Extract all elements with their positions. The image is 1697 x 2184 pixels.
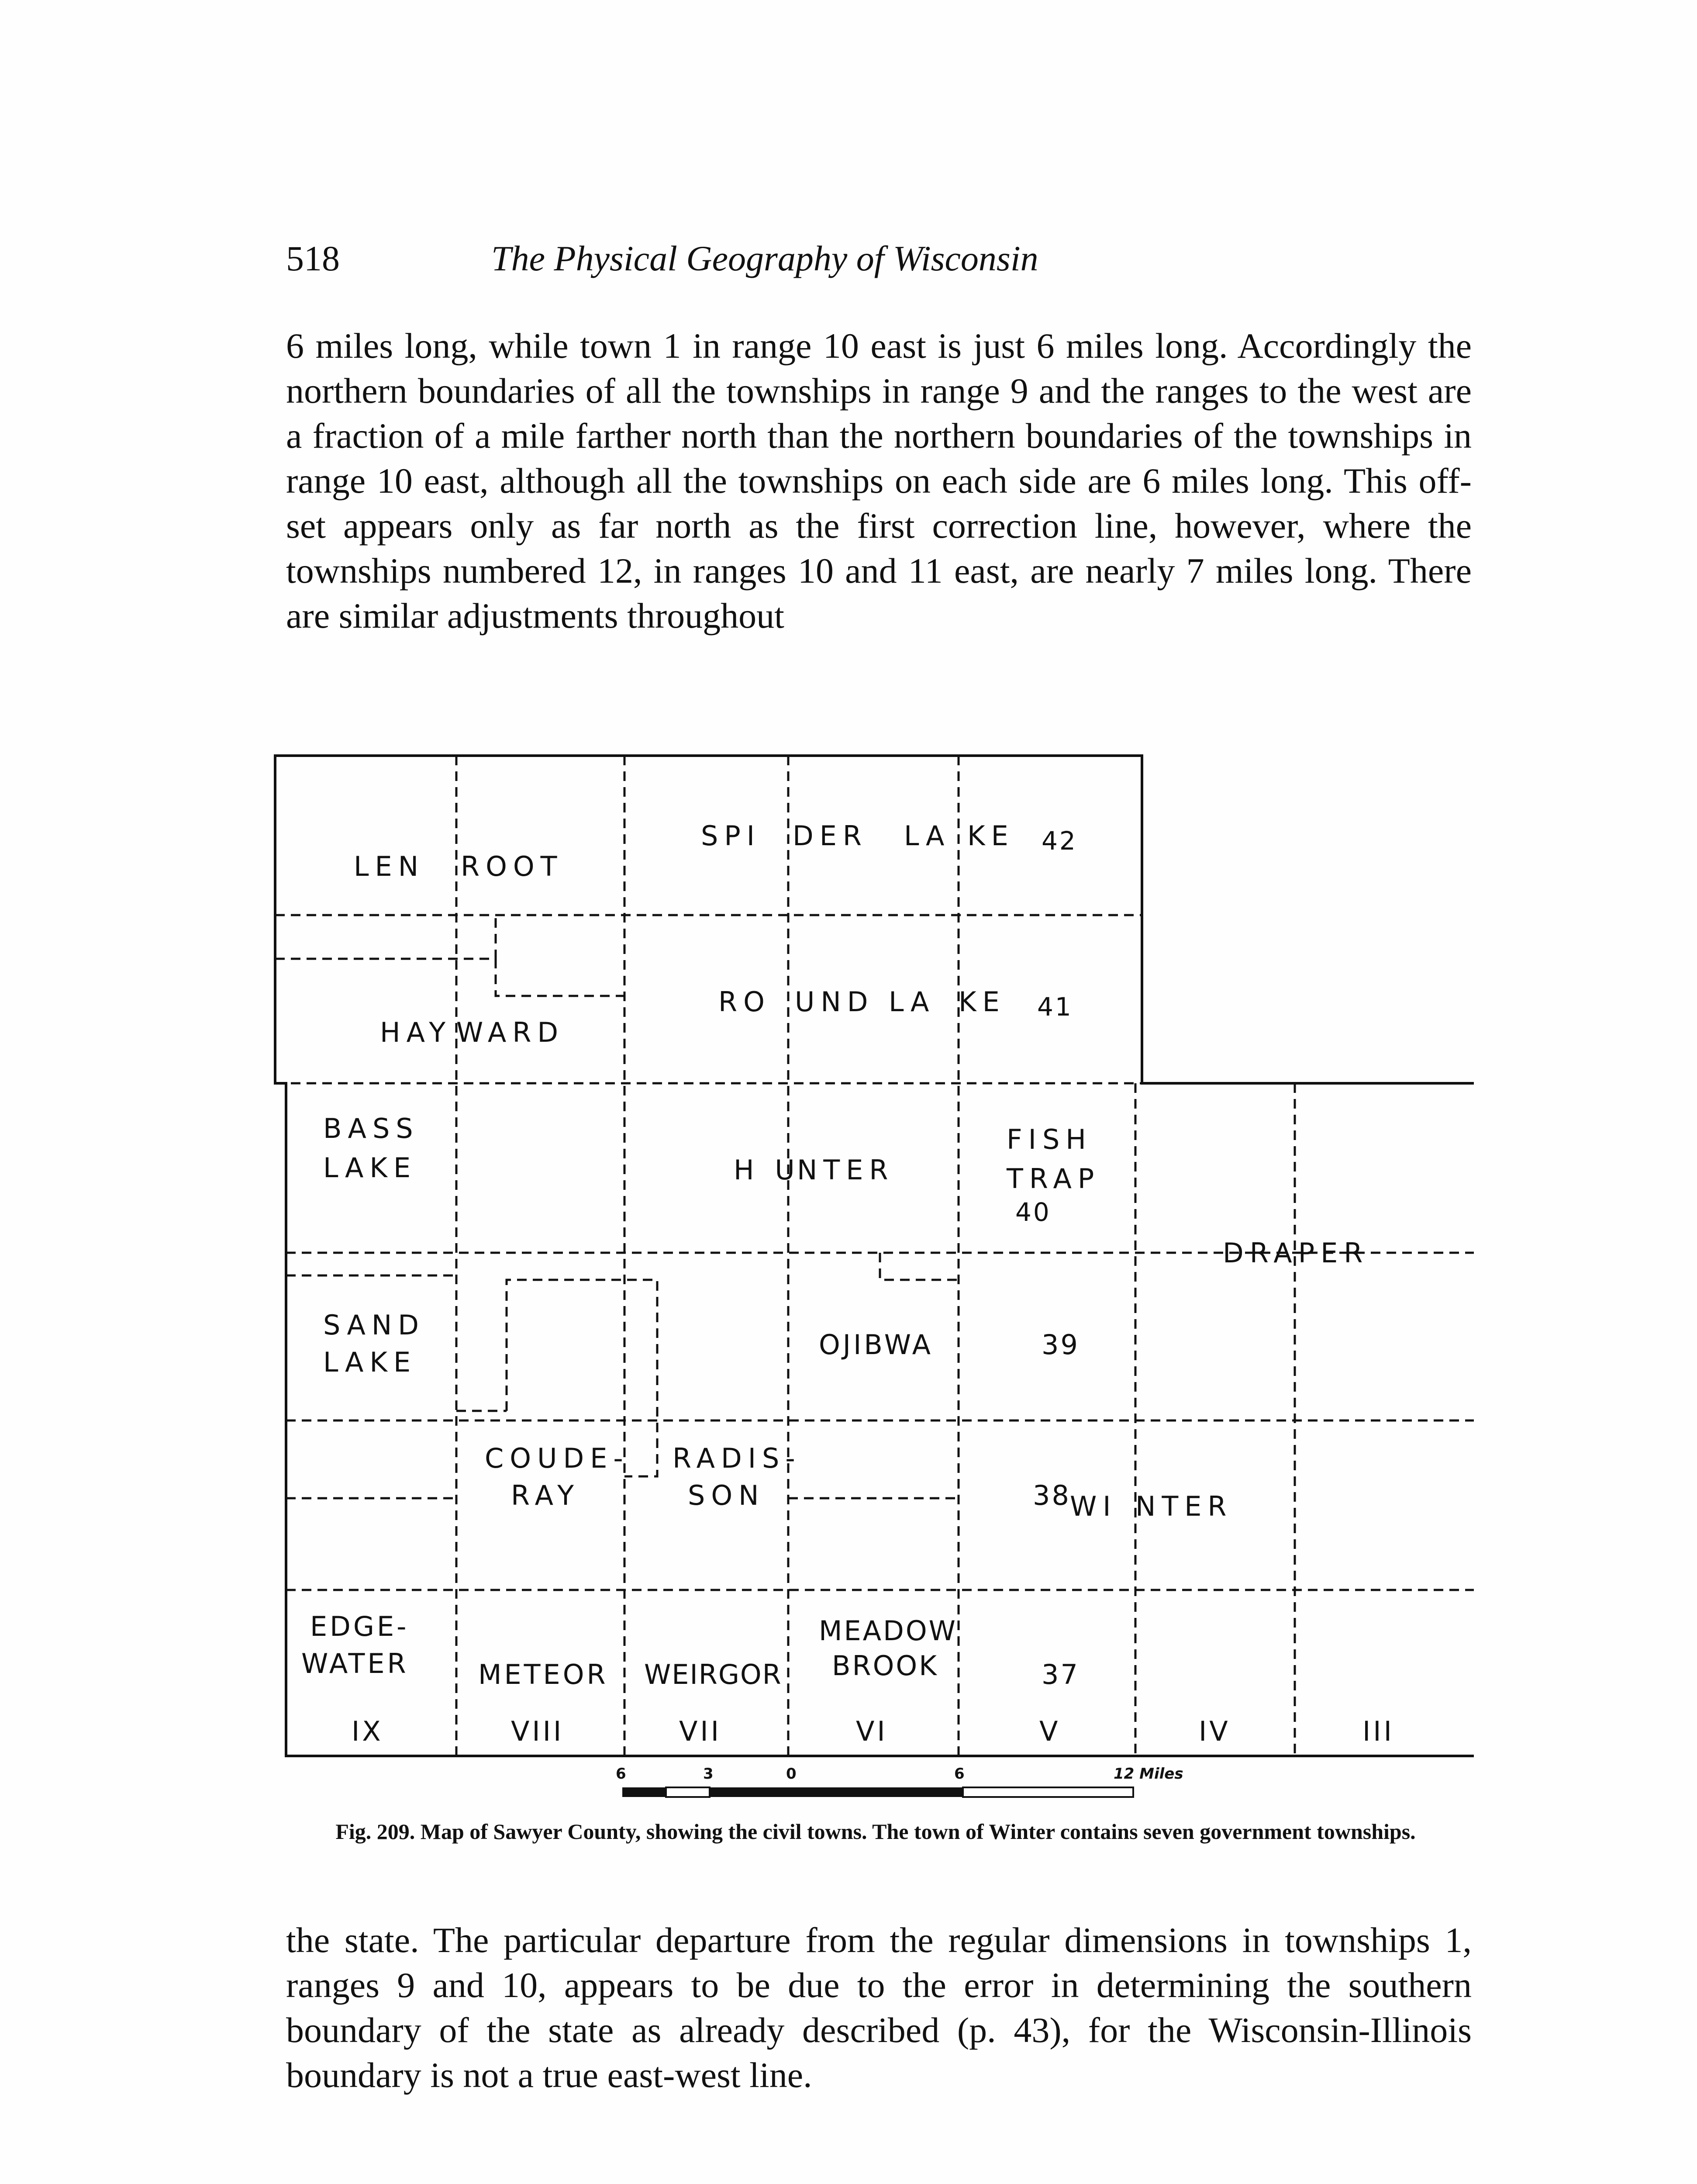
label-hunter-b: NTER — [797, 1154, 894, 1186]
scale-label-6-left: 6 — [616, 1765, 626, 1783]
label-hayward-b: WARD — [456, 1016, 565, 1048]
figure-label: Fig. 209. — [335, 1819, 415, 1844]
running-title: The Physical Geography of Wisconsin — [491, 238, 1038, 278]
town-boundary-hunter-jog — [880, 1253, 959, 1280]
label-spider-d: KE — [967, 820, 1014, 852]
label-meadow-1: MEADOW — [819, 1615, 957, 1647]
label-radis-1: RADIS- — [673, 1442, 801, 1474]
label-edge-2: WATER — [301, 1648, 409, 1679]
sawyer-county-map — [269, 751, 1474, 1817]
scale-segment-2 — [666, 1787, 710, 1797]
scale-segment-1 — [622, 1787, 666, 1797]
label-spider-num: 42 — [1042, 826, 1077, 856]
label-bass-1: BASS — [323, 1113, 419, 1144]
label-39: 39 — [1042, 1329, 1080, 1361]
label-round-c: LA — [889, 986, 935, 1018]
label-37: 37 — [1042, 1659, 1080, 1690]
label-draper: DRAPER — [1223, 1237, 1369, 1269]
label-fish-2: TRAP — [1007, 1163, 1100, 1195]
label-coude-2: RAY — [511, 1479, 580, 1511]
label-hunter-a: H U — [734, 1154, 801, 1186]
label-spider-b: DER — [793, 820, 868, 852]
range-label-v: V — [1039, 1715, 1061, 1747]
body-paragraph-top: 6 miles long, while town 1 in range 10 east is just 6 miles long. Accordingly the northern boundaries of all the townships in range 9 and the ranges to the west are a fraction of a mile farther north than the northern boundaries of the townships in range 10 east, although all the townships on each side are 6 miles long. This off-set appears only as far north as the first correction line, however, where the townships numbered 12, in ranges 10 and 11 east, are nearly 7 miles long. There are similar adjustments throughout — [286, 326, 1472, 636]
label-bass-2: LAKE — [323, 1152, 417, 1184]
range-label-viii: VIII — [511, 1715, 564, 1747]
label-spider-c: LA — [904, 820, 951, 852]
range-label-vii: VII — [679, 1715, 721, 1747]
scale-label-6-right: 6 — [954, 1765, 965, 1783]
range-label-iii: III — [1362, 1715, 1394, 1747]
label-hayward-a: HAY — [380, 1016, 452, 1048]
label-meteor: METEOR — [478, 1659, 608, 1690]
label-coude-1: COUDE- — [485, 1442, 629, 1474]
scale-bar — [616, 1765, 1183, 1797]
page-number: 518 — [286, 238, 340, 278]
label-round-d: KE — [959, 986, 1006, 1018]
label-sand-1: SAND — [323, 1309, 425, 1341]
label-round-num: 41 — [1037, 992, 1073, 1022]
label-spider-a: SPI — [701, 820, 761, 852]
figure-caption-text: Map of Sawyer County, showing the civil towns. The town of Winter contains seven government townships. — [420, 1819, 1416, 1844]
label-weirgor: WEIRGOR — [644, 1659, 782, 1690]
scale-segment-5 — [963, 1787, 1133, 1797]
label-winter-b: NTER — [1135, 1490, 1233, 1522]
label-edge-1: EDGE- — [310, 1610, 409, 1642]
range-label-vi: VI — [856, 1715, 888, 1747]
scale-segment-3 — [710, 1787, 793, 1797]
scale-label-3: 3 — [703, 1765, 714, 1783]
scale-label-0: 0 — [786, 1765, 797, 1783]
label-meadow-2: BROOK — [832, 1650, 938, 1682]
map-figure — [269, 751, 1474, 1817]
label-ojibwa: OJIBWA — [819, 1329, 934, 1361]
label-winter-a: WI — [1070, 1490, 1117, 1522]
label-lenroot-a: LEN — [354, 850, 425, 882]
scale-label-12-miles: 12 Miles — [1114, 1765, 1183, 1783]
figure-caption — [297, 1819, 1454, 1844]
label-sand-2: LAKE — [323, 1346, 417, 1378]
town-boundary-hayward-jog — [496, 959, 624, 996]
town-boundary-lenroot-hayward — [275, 915, 496, 959]
label-round-a: RO — [718, 986, 771, 1018]
page-header — [286, 238, 1474, 286]
label-round-b: UND — [795, 986, 874, 1018]
range-label-ix: IX — [352, 1715, 383, 1747]
label-radis-2: SON — [688, 1479, 765, 1511]
body-paragraph-bottom: the state. The particular departure from the regular dimensions in townships 1, ranges 9 and 10, appears to be due to the error in determining the southern boundary of the state as already described (p. 43), for the Wisconsin-Illinois boundary is not a true east-west line. — [286, 1920, 1472, 2095]
label-winter-num: 38 — [1033, 1479, 1071, 1511]
range-label-iv: IV — [1199, 1715, 1231, 1747]
label-fish-num: 40 — [1015, 1197, 1051, 1227]
label-lenroot-b: ROOT — [461, 850, 563, 882]
label-fish-1: FISH — [1007, 1123, 1092, 1155]
scale-segment-4 — [793, 1787, 963, 1797]
